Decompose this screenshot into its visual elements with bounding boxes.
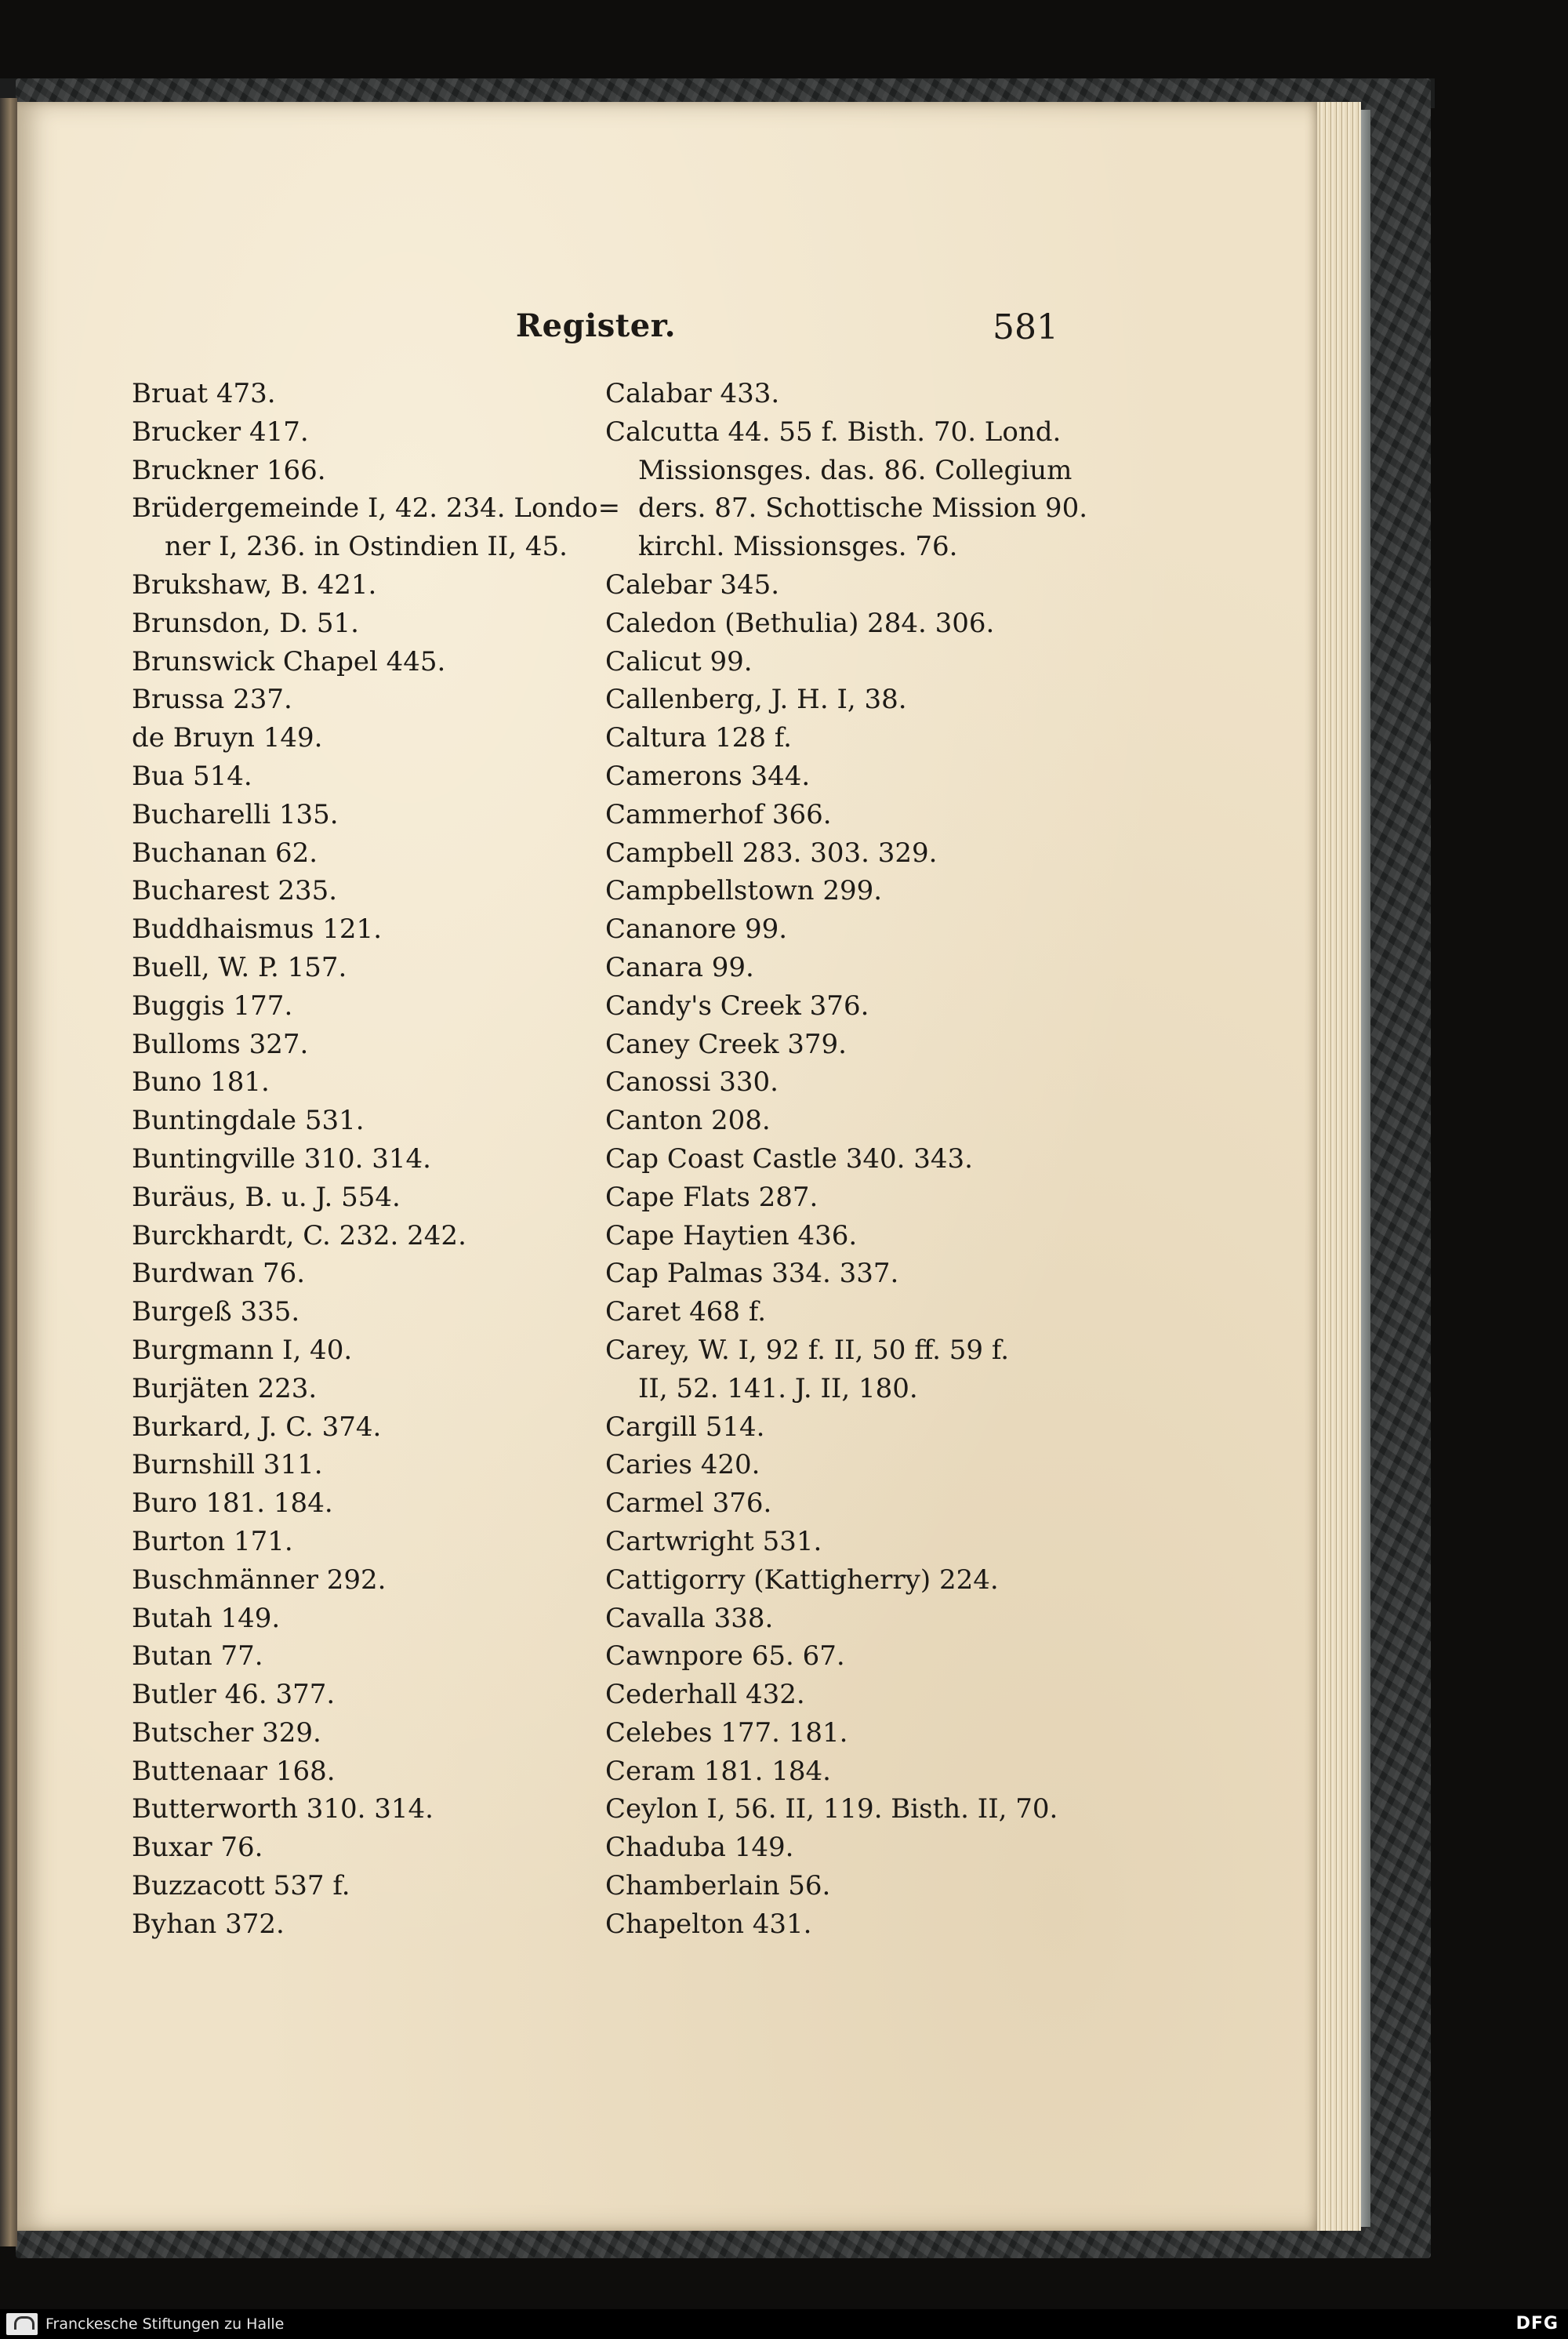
index-entry: Buttenaar 168. xyxy=(132,1755,336,1787)
index-entry: Ceylon I, 56. II, 119. Bisth. II, 70. xyxy=(605,1793,1058,1825)
index-entry: Butah 149. xyxy=(132,1602,281,1634)
index-entry: Burjäten 223. xyxy=(132,1372,318,1404)
index-entry: Bucharelli 135. xyxy=(132,798,339,830)
index-entry: Cammerhof 366. xyxy=(605,798,832,830)
index-entry: Brussa 237. xyxy=(132,684,292,716)
index-entry: Buräus, B. u. J. 554. xyxy=(132,1181,401,1213)
index-entry: Carmel 376. xyxy=(605,1487,772,1520)
page-number: 581 xyxy=(993,307,1058,347)
index-entry: Buschmänner 292. xyxy=(132,1564,387,1596)
index-entry: Bruckner 166. xyxy=(132,454,326,486)
index-entry: Celebes 177. 181. xyxy=(605,1716,848,1749)
index-entry-continuation: kirchl. Missionsges. 76. xyxy=(638,531,958,563)
index-entry: Byhan 372. xyxy=(132,1908,285,1940)
index-entry: Cattigorry (Kattigherry) 224. xyxy=(605,1564,999,1596)
index-entry: Buell, W. P. 157. xyxy=(132,951,347,983)
index-entry: Burton 171. xyxy=(132,1525,293,1557)
index-entry: Chamberlain 56. xyxy=(605,1870,831,1902)
index-entry: Burgeß 335. xyxy=(132,1296,300,1328)
index-entry-continuation: ner I, 236. in Ostindien II, 45. xyxy=(165,531,568,563)
index-entry: Bulloms 327. xyxy=(132,1028,309,1060)
index-entry: Canton 208. xyxy=(605,1105,771,1137)
index-entry: Cap Palmas 334. 337. xyxy=(605,1258,899,1290)
index-entry: Canara 99. xyxy=(605,951,754,983)
index-entry: Chapelton 431. xyxy=(605,1908,812,1940)
index-entry: Butler 46. 377. xyxy=(132,1679,336,1711)
index-entry: Butscher 329. xyxy=(132,1716,321,1749)
index-entry: Calebar 345. xyxy=(605,568,780,601)
index-entry: Brunsdon, D. 51. xyxy=(132,607,359,639)
index-entry: Cape Flats 287. xyxy=(605,1181,818,1213)
index-entry: Burgmann I, 40. xyxy=(132,1334,353,1366)
index-entry: Buro 181. 184. xyxy=(132,1487,333,1520)
index-entry: Cananore 99. xyxy=(605,913,788,946)
index-entry: Brunswick Chapel 445. xyxy=(132,645,446,677)
page-edges xyxy=(1317,102,1361,2231)
dfg-logo: DFG xyxy=(1515,2314,1559,2334)
index-entry-continuation: II, 52. 141. J. II, 180. xyxy=(638,1372,918,1404)
index-entry: Callenberg, J. H. I, 38. xyxy=(605,684,907,716)
index-entry: Caney Creek 379. xyxy=(605,1028,847,1060)
index-entry: Buggis 177. xyxy=(132,990,293,1022)
index-entry: de Bruyn 149. xyxy=(132,722,323,754)
index-entry: Caret 468 f. xyxy=(605,1296,767,1328)
index-entry: Caltura 128 f. xyxy=(605,722,792,754)
index-entry: Calabar 433. xyxy=(605,378,780,409)
index-entry: Buddhaismus 121. xyxy=(132,913,382,946)
index-entry: Cavalla 338. xyxy=(605,1602,774,1634)
index-entry: Burnshill 311. xyxy=(132,1449,323,1481)
index-entry: Buntingdale 531. xyxy=(132,1105,365,1137)
index-entry: Camerons 344. xyxy=(605,760,811,792)
institution-logo-icon xyxy=(6,2313,38,2335)
index-entry: Caries 420. xyxy=(605,1449,760,1481)
index-entry: Bruat 473. xyxy=(132,378,276,409)
index-entry: Brüdergemeinde I, 42. 234. Londo= xyxy=(132,492,621,525)
index-entry: Cederhall 432. xyxy=(605,1679,805,1711)
index-entry: Campbell 283. 303. 329. xyxy=(605,837,938,869)
index-entry-continuation: Missionsges. das. 86. Collegium xyxy=(638,454,1073,486)
index-entry: Burdwan 76. xyxy=(132,1258,306,1290)
index-entry-continuation: ders. 87. Schottische Mission 90. xyxy=(638,492,1088,525)
index-entry: Cape Haytien 436. xyxy=(605,1219,858,1251)
previous-page-edge xyxy=(0,98,17,2246)
index-column-right xyxy=(605,375,1088,1944)
index-entry: Campbellstown 299. xyxy=(605,875,883,907)
index-entry: Burckhardt, C. 232. 242. xyxy=(132,1219,466,1251)
page-header-title: Register. xyxy=(515,307,677,344)
index-entry: Bua 514. xyxy=(132,760,252,792)
index-entry: Cartwright 531. xyxy=(605,1525,822,1557)
index-entry: Carey, W. I, 92 f. II, 50 ff. 59 f. xyxy=(605,1334,1010,1366)
index-entry: Brucker 417. xyxy=(132,416,309,448)
index-entry: Butan 77. xyxy=(132,1640,263,1673)
index-entry: Candy's Creek 376. xyxy=(605,990,869,1022)
index-column-left xyxy=(132,375,621,1944)
index-entry: Brukshaw, B. 421. xyxy=(132,568,377,601)
index-entry: Buntingville 310. 314. xyxy=(132,1142,431,1175)
index-entry: Calicut 99. xyxy=(605,645,753,677)
index-entry: Buchanan 62. xyxy=(132,837,318,869)
index-entry: Bucharest 235. xyxy=(132,875,338,907)
index-entry: Cargill 514. xyxy=(605,1411,765,1443)
index-entry: Ceram 181. 184. xyxy=(605,1755,831,1787)
index-entry: Cap Coast Castle 340. 343. xyxy=(605,1142,973,1175)
index-entry: Canossi 330. xyxy=(605,1066,779,1099)
index-entry: Butterworth 310. 314. xyxy=(132,1793,434,1825)
index-entry: Calcutta 44. 55 f. Bisth. 70. Lond. xyxy=(605,416,1062,448)
index-entry: Cawnpore 65. 67. xyxy=(605,1640,845,1673)
index-entry: Buno 181. xyxy=(132,1066,270,1099)
index-entry: Buzzacott 537 f. xyxy=(132,1870,350,1902)
index-entry: Caledon (Bethulia) 284. 306. xyxy=(605,607,995,639)
index-entry: Buxar 76. xyxy=(132,1832,263,1864)
index-entry: Burkard, J. C. 374. xyxy=(132,1411,382,1443)
index-entry: Chaduba 149. xyxy=(605,1832,794,1864)
institution-name: Franckesche Stiftungen zu Halle xyxy=(45,2315,285,2333)
cover-edge xyxy=(1361,110,1370,2227)
